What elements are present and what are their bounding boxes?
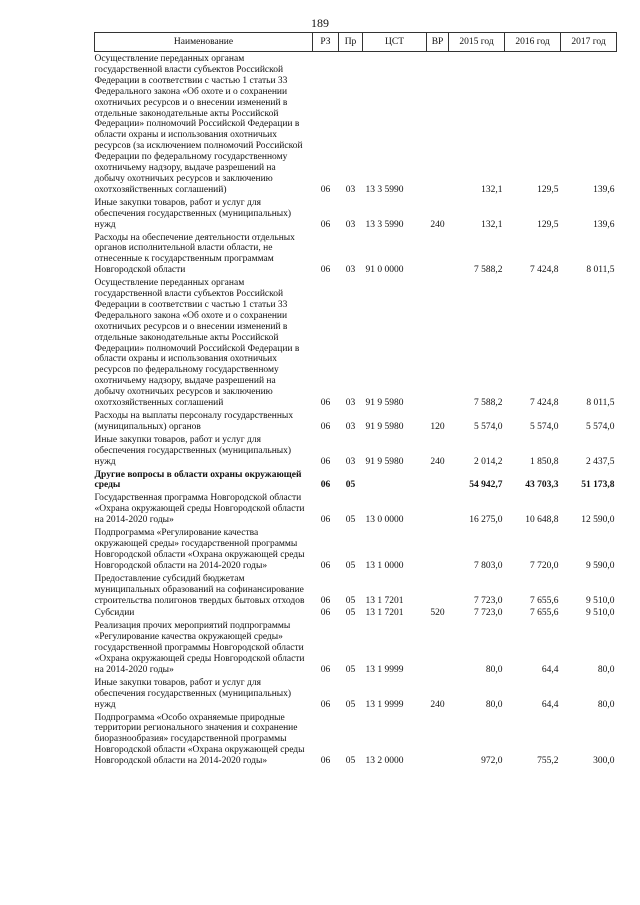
row-2016: 64,4 [541, 664, 559, 675]
row-2015: 7 803,0 [474, 560, 503, 571]
row-name: Предоставление субсидий бюджетам муниципальных образований на софинансирование строительства полигонов твердых бытовых отходов [94, 573, 305, 606]
row-cst: 91 9 5980 [365, 421, 404, 432]
header-pr: Пр [339, 33, 363, 52]
row-rz: 06 [320, 595, 331, 606]
header-2017: 2017 год [561, 33, 617, 52]
table-row [95, 231, 617, 277]
header-2016: 2016 год [505, 33, 561, 52]
row-rz: 06 [320, 608, 331, 619]
row-pr: 05 [345, 699, 356, 710]
row-cst: 13 0 0000 [365, 515, 404, 526]
row-cst: 13 1 0000 [365, 560, 404, 571]
row-2015: 132,1 [481, 184, 503, 195]
row-2017: 12 590,0 [581, 515, 615, 526]
table-header [95, 33, 617, 52]
table-row [95, 619, 617, 676]
row-cst: 13 2 0000 [365, 756, 404, 767]
row-2015: 7 723,0 [474, 608, 503, 619]
row-name: Субсидии [94, 608, 135, 619]
row-2016: 7 720,0 [530, 560, 559, 571]
table-row [95, 468, 617, 492]
row-vr [427, 711, 449, 768]
table-row [95, 276, 617, 409]
row-name: Подпрограмма «Регулирование качества окружающей среды» государственной программы Новгородской области «Охрана окружающей среды Новгородской области на 2014-2020 годы» [94, 528, 305, 571]
row-2017: 5 574,0 [586, 421, 615, 432]
row-2016: 5 574,0 [530, 421, 559, 432]
table-row [95, 606, 617, 619]
row-pr: 05 [345, 560, 356, 571]
row-pr: 03 [345, 456, 356, 467]
row-2015: 972,0 [481, 756, 503, 767]
row-vr: 240 [430, 699, 445, 710]
header-name: Наименование [95, 33, 313, 52]
row-rz: 06 [320, 184, 331, 195]
row-pr: 05 [345, 608, 356, 619]
row-2015: 80,0 [485, 664, 503, 675]
row-vr: 520 [430, 608, 445, 619]
row-2015: 7 588,2 [474, 265, 503, 276]
row-pr: 05 [345, 515, 356, 526]
row-vr: 120 [430, 421, 445, 432]
row-cst: 13 3 5990 [365, 219, 404, 230]
table-row [95, 572, 617, 607]
table-row [95, 526, 617, 572]
row-name: Расходы на выплаты персоналу государственных (муниципальных) органов [94, 411, 294, 432]
row-cst: 91 0 0000 [365, 265, 404, 276]
row-vr: 240 [430, 219, 445, 230]
row-pr: 05 [345, 756, 356, 767]
header-cst: ЦСТ [363, 33, 427, 52]
row-pr: 05 [345, 595, 356, 606]
row-2017: 9 590,0 [586, 560, 615, 571]
row-2016: 64,4 [541, 699, 559, 710]
row-name: Осуществление переданных органам государственной власти субъектов Российской Федерации в соответствии с частью 1 статьи 33 Федерального закона «Об охоте и о сохранении охотничьих ресурсов и о внесении изменений в отдельные законодательные акты Российской Федерации» полномочий Российской Федерации в области охраны и использования охотничьих ресурсов по федеральному государственному охотничьему надзору, выдаче разрешений на добычу охотничьих ресурсов и заключению охотхозяйственных соглашений [94, 278, 300, 409]
row-vr [427, 572, 449, 607]
row-2015: 80,0 [485, 699, 503, 710]
budget-table [94, 32, 617, 767]
row-rz: 06 [320, 664, 331, 675]
row-2017: 300,0 [593, 756, 615, 767]
row-rz: 06 [320, 265, 331, 276]
row-rz: 06 [320, 398, 331, 409]
header-rz: РЗ [313, 33, 339, 52]
row-rz: 06 [320, 560, 331, 571]
table-row [95, 196, 617, 231]
row-rz: 06 [320, 456, 331, 467]
row-cst: 13 1 7201 [365, 595, 404, 606]
row-2017: 2 437,5 [586, 456, 615, 467]
row-2017: 9 510,0 [586, 608, 615, 619]
row-2015: 16 275,0 [469, 515, 503, 526]
row-rz: 06 [320, 515, 331, 526]
row-2015: 7 588,2 [474, 398, 503, 409]
table-row [95, 676, 617, 711]
row-name: Иные закупки товаров, работ и услуг для обеспечения государственных (муниципальных) нужд [94, 434, 292, 467]
row-2015: 7 723,0 [474, 595, 503, 606]
row-vr [427, 468, 449, 492]
row-vr [427, 526, 449, 572]
row-name: Реализация прочих мероприятий подпрограммы «Регулирование качества окружающей среды» государственной программы Новгородской области «Охрана окружающей среды Новгородской области на 2014-2020 годы» [94, 621, 305, 675]
row-name: Осуществление переданных органам государственной власти субъектов Российской Федерации в соответствии с частью 1 статьи 33 Федерального закона «Об охоте и о сохранении охотничьих ресурсов и о внесении изменений в отдельные законодательные акты Российской Федерации» полномочий Российской Федерации в области охраны и использования охотничьих ресурсов (за исключением полномочий Российской Федерации по федеральному государственному охотничьему надзору, выдаче разрешений на добычу охотничьих ресурсов и заключению охотхозяйственных соглашений) [94, 54, 303, 195]
row-2016: 7 655,6 [530, 608, 559, 619]
row-pr: 03 [345, 265, 356, 276]
row-rz: 06 [320, 756, 331, 767]
table-row [95, 409, 617, 433]
row-cst: 13 1 9999 [365, 664, 404, 675]
row-2017: 139,6 [593, 184, 615, 195]
row-vr [427, 52, 449, 196]
row-2016: 10 648,8 [525, 515, 559, 526]
table-row [95, 491, 617, 526]
row-2017: 9 510,0 [586, 595, 615, 606]
row-pr: 05 [345, 664, 356, 675]
row-pr: 03 [345, 398, 356, 409]
row-2015: 5 574,0 [474, 421, 503, 432]
row-pr: 03 [345, 421, 356, 432]
row-cst: 13 3 5990 [365, 184, 404, 195]
row-vr: 240 [430, 456, 445, 467]
row-2017: 80,0 [597, 699, 615, 710]
row-2017: 80,0 [597, 664, 615, 675]
row-pr: 03 [345, 219, 356, 230]
row-2016: 755,2 [537, 756, 559, 767]
row-vr [427, 231, 449, 277]
row-rz: 06 [320, 480, 331, 491]
row-2017: 8 011,5 [586, 265, 615, 276]
row-name: Расходы на обеспечение деятельности отдельных органов исполнительной власти области, не отнесенные к государственным программам Новгородской области [94, 232, 295, 276]
row-rz: 06 [320, 219, 331, 230]
row-name: Другие вопросы в области охраны окружающей среды [94, 469, 302, 491]
header-2015: 2015 год [449, 33, 505, 52]
row-2015: 132,1 [481, 219, 503, 230]
row-2016: 43 703,3 [525, 480, 559, 491]
row-2017: 139,6 [593, 219, 615, 230]
row-cst: 13 1 9999 [365, 699, 404, 710]
row-name: Иные закупки товаров, работ и услуг для обеспечения государственных (муниципальных) нужд [94, 677, 292, 710]
row-rz: 06 [320, 421, 331, 432]
row-2016: 1 850,8 [530, 456, 559, 467]
row-vr [427, 491, 449, 526]
row-name: Государственная программа Новгородской области «Охрана окружающей среды Новгородской области на 2014-2020 годы» [94, 493, 305, 526]
row-2017: 8 011,5 [586, 398, 615, 409]
table-row [95, 433, 617, 468]
row-2016: 7 655,6 [530, 595, 559, 606]
row-2016: 7 424,8 [530, 265, 559, 276]
header-vr: ВР [427, 33, 449, 52]
row-cst: 91 9 5980 [365, 398, 404, 409]
row-2016: 129,5 [537, 184, 559, 195]
page-number: 189 [311, 16, 329, 30]
row-2015: 2 014,2 [474, 456, 503, 467]
row-pr: 05 [345, 480, 356, 491]
row-vr [427, 619, 449, 676]
row-name: Подпрограмма «Особо охраняемые природные территории регионального значения и сохранение биоразнообразия» государственной программы Новгородской области «Охрана окружающей среды Новгородской области на 2014-2020 годы» [94, 712, 305, 767]
row-2016: 129,5 [537, 219, 559, 230]
row-cst: 91 9 5980 [365, 456, 404, 467]
row-2017: 51 173,8 [581, 480, 615, 491]
row-vr [427, 276, 449, 409]
row-cst [363, 468, 427, 492]
table-row [95, 52, 617, 196]
row-2015: 54 942,7 [469, 480, 503, 491]
row-2016: 7 424,8 [530, 398, 559, 409]
row-name: Иные закупки товаров, работ и услуг для обеспечения государственных (муниципальных) нужд [94, 197, 292, 230]
row-rz: 06 [320, 699, 331, 710]
table-row [95, 711, 617, 768]
row-pr: 03 [345, 184, 356, 195]
table-body [95, 52, 617, 768]
row-cst: 13 1 7201 [365, 608, 404, 619]
